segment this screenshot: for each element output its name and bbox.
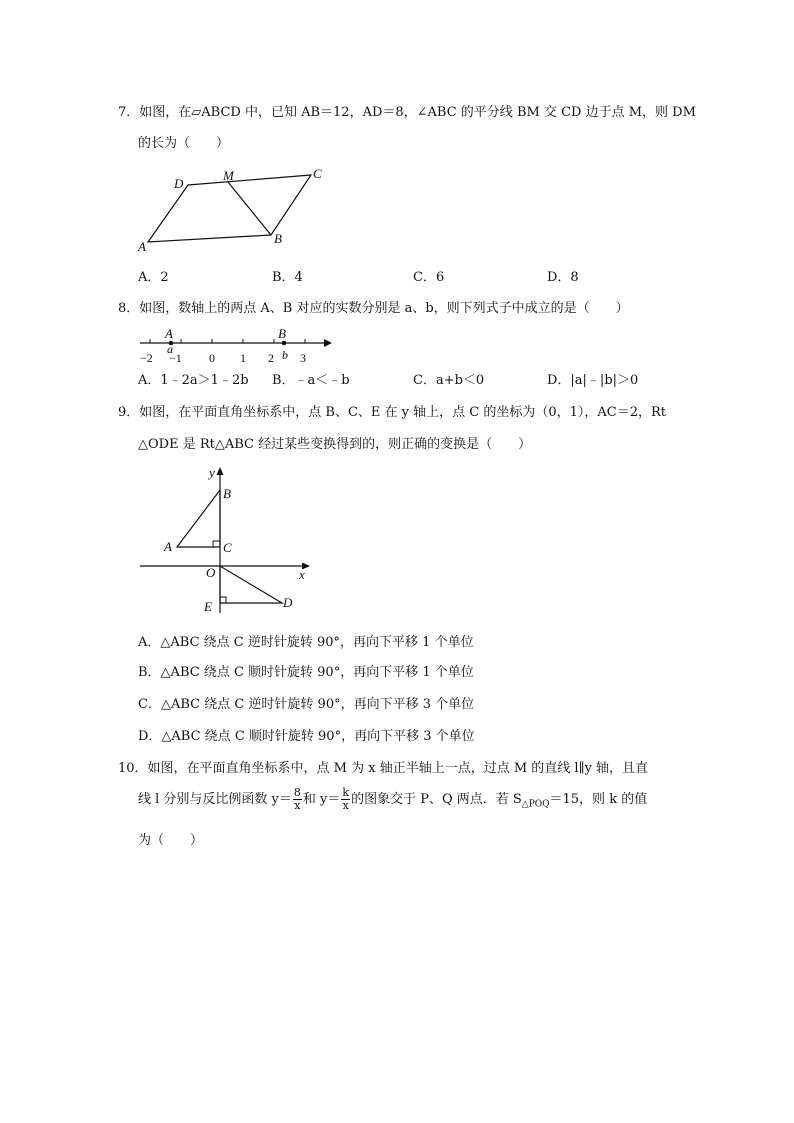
- fraction-denominator: x: [294, 799, 301, 812]
- triangle-abc: [177, 490, 220, 547]
- q7-parallelogram-figure: [136, 165, 336, 255]
- q7-option-a[interactable]: A．2: [138, 270, 169, 285]
- label-d: D: [283, 595, 293, 610]
- q10-stem-line1: 10．如图，在平面直角坐标系中，点 M 为 x 轴正半轴上一点，过点 M 的直线 l∥y 轴，且直: [118, 761, 649, 776]
- parallelogram-abcd: [148, 175, 311, 242]
- q8-stem-line1: 8．如图，数轴上的两点 A、B 对应的实数分别是 a、b，则下列式子中成立的是（ ）: [118, 301, 629, 316]
- point-b: [282, 341, 287, 346]
- q9-option-a[interactable]: A．△ABC 绕点 C 逆时针旋转 90°，再向下平移 1 个单位: [138, 635, 474, 650]
- tick-label-3: 3: [300, 351, 306, 365]
- q10-text-d: ＝15，则 k 的值: [549, 792, 648, 807]
- q9-stem-line2: △ODE 是 Rt△ABC 经过某些变换得到的，则正确的变换是（ ）: [138, 437, 532, 452]
- label-b: B: [223, 486, 231, 501]
- bisector-bm: [228, 182, 271, 235]
- q10-stem-line3: 为（ ）: [138, 833, 204, 848]
- q7-stem-line2: 的长为（ ）: [138, 136, 230, 151]
- right-angle-mark-e: [220, 597, 226, 603]
- q9-option-d[interactable]: D．△ABC 绕点 C 顺时针旋转 90°，再向下平移 3 个单位: [138, 729, 475, 744]
- tick-label-2: 2: [268, 351, 274, 365]
- q9-option-b[interactable]: B．△ABC 绕点 C 顺时针旋转 90°，再向下平移 1 个单位: [138, 665, 474, 680]
- q7-option-b[interactable]: B．4: [272, 270, 303, 285]
- triangle-ode: [220, 566, 282, 603]
- right-angle-mark-c: [213, 541, 220, 547]
- y-axis-arrow: [217, 467, 224, 475]
- q9-stem-line1: 9．如图，在平面直角坐标系中，点 B、C、E 在 y 轴上，点 C 的坐标为（0，1），AC＝2，Rt: [118, 405, 667, 420]
- q9-option-c[interactable]: C．△ABC 绕点 C 逆时针旋转 90°，再向下平移 3 个单位: [138, 697, 475, 712]
- fraction-8-over-x: [293, 787, 302, 812]
- q8-option-a[interactable]: A．1﹣2a＞1﹣2b: [138, 373, 249, 388]
- q8-number-line: [136, 326, 336, 366]
- label-c: C: [223, 540, 232, 555]
- fraction-k-over-x: [341, 787, 350, 812]
- label-c: C: [313, 166, 322, 181]
- q8-option-d[interactable]: D．|a|﹣|b|＞0: [547, 373, 639, 388]
- fraction-numerator: 8: [293, 786, 301, 799]
- label-o: O: [206, 565, 216, 580]
- label-value-b: b: [282, 348, 288, 362]
- fraction-numerator: k: [342, 786, 350, 799]
- tick-label-neg1: −1: [169, 351, 182, 365]
- q8-option-b[interactable]: B．﹣a＜﹣b: [272, 373, 350, 388]
- q10-stem-line2: [138, 787, 647, 818]
- label-x: x: [299, 567, 305, 582]
- fraction-denominator: x: [342, 799, 349, 812]
- q10-text-a: 线 l 分别与反比例函数 y＝: [138, 792, 292, 807]
- label-b: B: [274, 231, 282, 246]
- label-m: M: [223, 168, 234, 183]
- label-point-a: A: [165, 326, 173, 341]
- q7-option-c[interactable]: C．6: [413, 270, 445, 285]
- q10-area-subscript: △POQ: [521, 799, 550, 810]
- label-d: D: [174, 176, 184, 191]
- tick-label-neg2: −2: [140, 351, 153, 365]
- axis-arrow: [324, 339, 332, 347]
- q9-coordinate-figure: [136, 463, 316, 623]
- q7-option-d[interactable]: D．8: [547, 270, 579, 285]
- label-a: A: [164, 539, 172, 554]
- label-y: y: [209, 465, 215, 480]
- q10-text-b: 和 y＝: [302, 792, 341, 807]
- q7-stem-line1: 7．如图，在▱ABCD 中，已知 AB＝12，AD＝8，∠ABC 的平分线 BM 交 CD 边于点 M，则 DM: [118, 105, 696, 120]
- label-point-b: B: [278, 326, 286, 341]
- tick-label-0: 0: [209, 351, 215, 365]
- tick-label-1: 1: [240, 351, 246, 365]
- q8-option-c[interactable]: C．a+b＜0: [413, 373, 485, 388]
- q10-text-c: 的图象交于 P、Q 两点．若 S: [351, 792, 522, 807]
- label-value-a: a: [167, 342, 173, 356]
- label-e: E: [204, 599, 212, 614]
- label-a: A: [138, 239, 146, 254]
